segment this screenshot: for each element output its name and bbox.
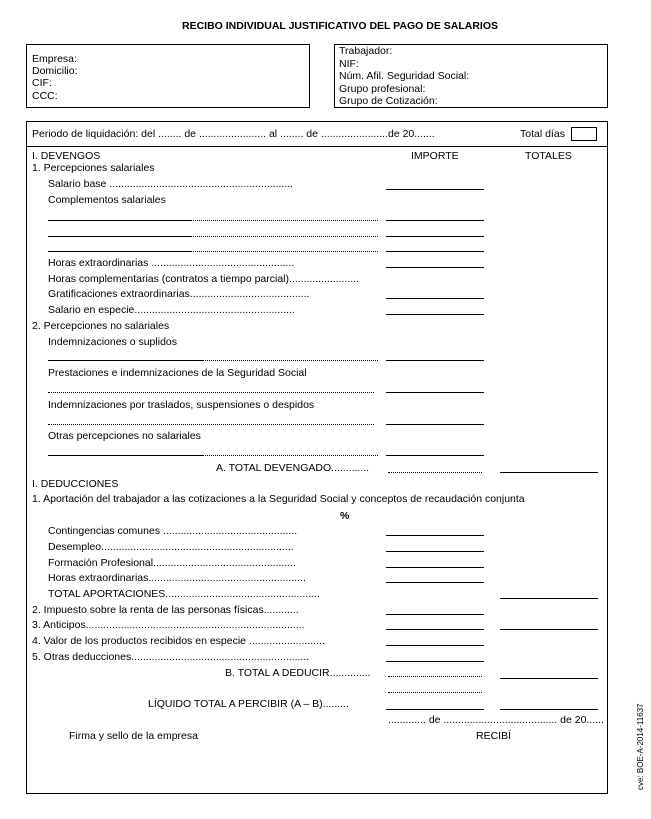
indemnizaciones-name-line[interactable]	[48, 360, 202, 361]
percentage-column-header: %	[340, 510, 350, 522]
complemento-amount-line[interactable]	[386, 236, 484, 237]
afiliacion-label: Núm. Afil. Seguridad Social:	[339, 70, 470, 82]
prestaciones-amount-line[interactable]	[386, 392, 484, 393]
domicilio-label: Domicilio:	[32, 65, 78, 77]
dot-leader	[388, 472, 482, 473]
ccc-label: CCC:	[32, 90, 58, 102]
desempleo-label: Desempleo..................................................................	[48, 541, 294, 553]
total-dias-field[interactable]	[571, 127, 597, 141]
liquido-total-label: LÍQUIDO TOTAL A PERCIBIR (A – B).........	[148, 698, 349, 710]
productos-especie-field[interactable]	[386, 645, 484, 646]
gratificaciones-label: Gratificaciones extraordinarias.........................................	[48, 288, 310, 300]
cif-label: CIF:	[32, 77, 52, 89]
deducciones-heading: I. DEDUCCIONES	[32, 478, 119, 490]
empresa-label: Empresa:	[32, 53, 77, 65]
nif-label: NIF:	[339, 58, 359, 70]
aportacion-heading: 1. Aportación del trabajador a las cotizaciones a la Seguridad Social y conceptos de recaudación conjunta	[32, 493, 525, 505]
complemento-name-line[interactable]	[48, 236, 190, 237]
anticipos-label: 3. Anticipos...........................................................................	[32, 619, 305, 631]
otras-percepciones-name-line[interactable]	[48, 455, 202, 456]
horas-extraordinarias-ded-label: Horas extraordinarias......................................................	[48, 572, 306, 584]
total-deducir-label: B. TOTAL A DEDUCIR..............	[225, 667, 371, 679]
dot-leader	[190, 236, 378, 237]
complemento-amount-line[interactable]	[386, 220, 484, 221]
complemento-name-line[interactable]	[48, 220, 190, 221]
horas-extraordinarias-field[interactable]	[386, 267, 484, 268]
otras-deducciones-label: 5. Otras deducciones.............................................................	[32, 651, 310, 663]
firma-empresa-label: Firma y sello de la empresa	[69, 730, 198, 742]
devengos-heading: I. DEVENGOS	[32, 150, 101, 162]
salario-especie-label: Salario en especie.......................................................	[48, 304, 295, 316]
formacion-field[interactable]	[386, 567, 484, 568]
grupo-cotizacion-label: Grupo de Cotización:	[339, 95, 438, 107]
divider	[26, 146, 608, 147]
grupo-profesional-label: Grupo profesional:	[339, 83, 426, 95]
document-title: RECIBO INDIVIDUAL JUSTIFICATIVO DEL PAGO DE SALARIOS	[182, 20, 498, 32]
dot-leader	[388, 676, 482, 677]
boe-reference: cve: BOE-A-2014-11637	[636, 703, 645, 790]
total-dias-label: Total días	[520, 128, 565, 140]
total-deducir-field[interactable]	[500, 678, 598, 679]
complemento-amount-line[interactable]	[386, 251, 484, 252]
contingencias-field[interactable]	[386, 535, 484, 536]
anticipos-total-field[interactable]	[500, 629, 598, 630]
fecha-line: ............. de ....................................... de 20......	[388, 714, 604, 726]
dot-leader	[202, 455, 378, 456]
indemnizaciones-label: Indemnizaciones o suplidos	[48, 336, 177, 348]
dot-leader	[388, 692, 482, 693]
traslados-label: Indemnizaciones por traslados, suspensiones o despidos	[48, 399, 315, 411]
complementos-label: Complementos salariales	[48, 194, 166, 206]
horas-extraordinarias-label: Horas extraordinarias .................................................	[48, 257, 295, 269]
liquido-total-field[interactable]	[500, 709, 598, 710]
total-aportaciones-label: TOTAL APORTACIONES.....................................................	[48, 588, 320, 600]
totales-column-header: TOTALES	[525, 150, 572, 162]
total-devengado-label: A. TOTAL DEVENGADO.............	[216, 462, 370, 474]
dot-leader	[48, 392, 374, 393]
main-box	[26, 121, 608, 794]
liquido-field[interactable]	[386, 709, 484, 710]
complemento-name-line[interactable]	[48, 251, 190, 252]
trabajador-label: Trabajador:	[339, 45, 393, 57]
formacion-label: Formación Profesional.................................................	[48, 557, 296, 569]
percepciones-no-salariales-heading: 2. Percepciones no salariales	[32, 320, 170, 332]
anticipos-field[interactable]	[386, 629, 484, 630]
productos-especie-label: 4. Valor de los productos recibidos en especie ..........................	[32, 635, 325, 647]
periodo-liquidacion: Periodo de liquidación: del ........ de ....................... al ........ de .......................de 20.......	[32, 128, 435, 140]
salario-base-field[interactable]	[386, 189, 484, 190]
traslados-amount-line[interactable]	[386, 424, 484, 425]
otras-percepciones-label: Otras percepciones no salariales	[48, 430, 201, 442]
salario-base-label: Salario base ...............................................................	[48, 178, 294, 190]
otras-deducciones-field[interactable]	[386, 661, 484, 662]
desempleo-field[interactable]	[386, 551, 484, 552]
dot-leader	[190, 251, 378, 252]
indemnizaciones-amount-line[interactable]	[386, 360, 484, 361]
horas-complementarias-label: Horas complementarias (contratos a tiempo parcial)........................	[48, 273, 360, 285]
irpf-label: 2. Impuesto sobre la renta de las personas físicas............	[32, 604, 299, 616]
dot-leader	[202, 360, 378, 361]
contingencias-label: Contingencias comunes ..............................................	[48, 525, 298, 537]
total-devengado-field[interactable]	[500, 472, 598, 473]
salario-especie-field[interactable]	[386, 314, 484, 315]
otras-percepciones-amount-line[interactable]	[386, 455, 484, 456]
prestaciones-label: Prestaciones e indemnizaciones de la Seguridad Social	[48, 367, 307, 379]
percepciones-salariales-heading: 1. Percepciones salariales	[32, 162, 155, 174]
dot-leader	[48, 424, 374, 425]
horas-extraordinarias-ded-field[interactable]	[386, 582, 484, 583]
recibi-label: RECIBÍ	[476, 730, 512, 742]
dot-leader	[190, 220, 378, 221]
total-aportaciones-field[interactable]	[500, 598, 598, 599]
gratificaciones-field[interactable]	[386, 298, 484, 299]
importe-column-header: IMPORTE	[411, 150, 459, 162]
irpf-field[interactable]	[386, 614, 484, 615]
